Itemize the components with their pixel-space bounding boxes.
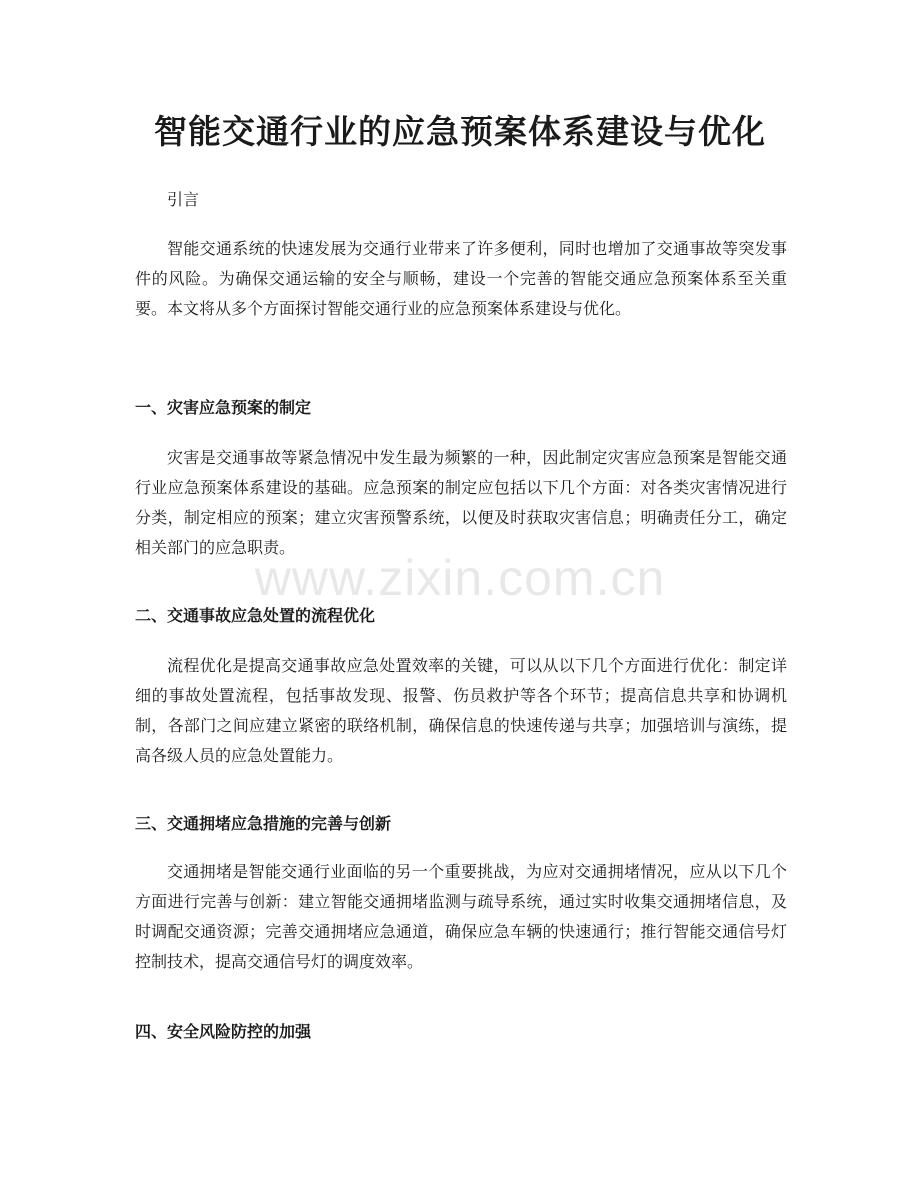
section-1-paragraph: 灾害是交通事故等紧急情况中发生最为频繁的一种，因此制定灾害应急预案是智能交通行业应急预案体系建设的基础。应急预案的制定应包括以下几个方面：对各类灾害情况进行分类，制定相应的预案；建立灾害预警系统，以便及时获取灾害信息；明确责任分工，确定相关部门的应急职责。 [135, 448, 787, 557]
intro-label: 引言 [167, 190, 200, 209]
section-2-paragraph: 流程优化是提高交通事故应急处置效率的关键，可以从以下几个方面进行优化：制定详细的事故处置流程，包括事故发现、报警、伤员救护等各个环节；提高信息共享和协调机制，各部门之间应建立紧密的联络机制，确保信息的快速传递与共享；加强培训与演练，提高各级人员的应急处置能力。 [135, 656, 787, 765]
section-3-paragraph: 交通拥堵是智能交通行业面临的另一个重要挑战，为应对交通拥堵情况，应从以下几个方面进行完善与创新：建立智能交通拥堵监测与疏导系统，通过实时收集交通拥堵信息，及时调配交通资源；完善交通拥堵应急通道，确保应急车辆的快速通行；推行智能交通信号灯控制技术，提高交通信号灯的调度效率。 [135, 862, 787, 971]
intro-paragraph: 智能交通系统的快速发展为交通行业带来了许多便利，同时也增加了交通事故等突发事件的风险。为确保交通运输的安全与顺畅，建设一个完善的智能交通应急预案体系至关重要。本文将从多个方面探讨智能交通行业的应急预案体系建设与优化。 [135, 239, 787, 318]
section-3-heading: 三、交通拥堵应急措施的完善与创新 [135, 814, 392, 833]
section-4-heading: 四、安全风险防控的加强 [135, 1022, 312, 1041]
document-title: 智能交通行业的应急预案体系建设与优化 [154, 112, 766, 151]
watermark: www.zixin.com.cn [254, 550, 666, 606]
section-1-heading: 一、灾害应急预案的制定 [135, 398, 312, 417]
section-2-heading: 二、交通事故应急处置的流程优化 [135, 606, 376, 625]
